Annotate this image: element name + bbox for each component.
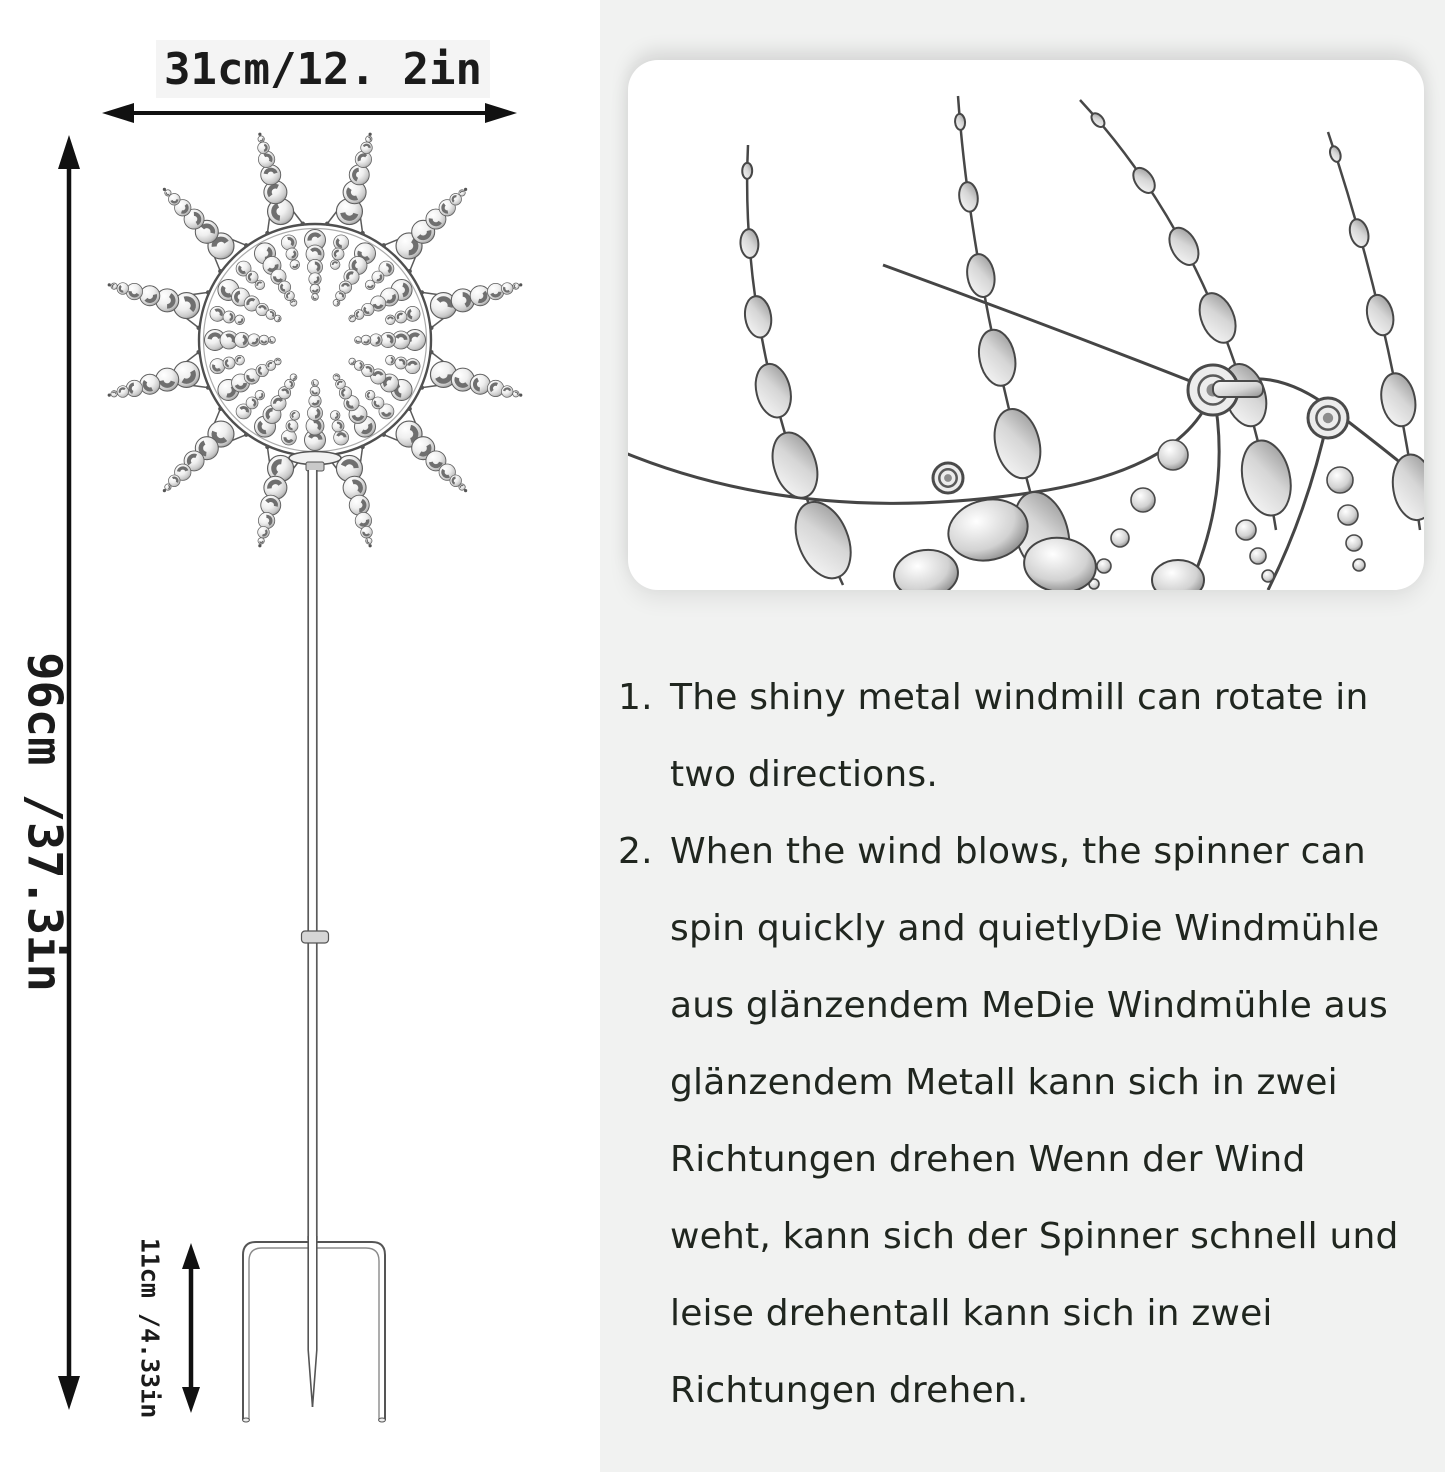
feature-text: The shiny metal windmill can rotate in two directions. <box>670 677 1369 795</box>
stake-dimension-label: 11cm /4.33in <box>135 1237 165 1419</box>
product-photo-card <box>628 60 1424 590</box>
hub-bearing <box>933 463 963 493</box>
feature-item <box>618 813 1408 1429</box>
width-dimension-label: 31cm/12. 2in <box>156 40 490 98</box>
hub-bearing <box>1308 398 1348 438</box>
feature-number: 1. <box>618 677 653 718</box>
pod-arm <box>1080 100 1297 530</box>
feature-item <box>618 659 1408 813</box>
height-dimension-label: 96cm /37.3in <box>16 652 72 992</box>
pod-arm <box>740 145 862 587</box>
feature-number: 2. <box>618 831 653 872</box>
hanging-bead-chains <box>1089 440 1365 589</box>
feature-text: When the wind blows, the spinner can spin quickly and quietlyDie Windmühle aus glänzendem MeDie Windmühle aus glänzendem Metall kann sich in zwei Richtungen drehen Wenn der Wind weht, kann sich der Spinner schnell und leise drehentall kann sich in zwei Richtungen drehen. <box>670 831 1399 1411</box>
dimension-arrows <box>0 0 600 1472</box>
width-arrow <box>102 103 517 123</box>
stake-arrow <box>182 1243 200 1413</box>
feature-list <box>618 659 1408 1429</box>
spinner-closeup-illustration <box>628 60 1424 590</box>
